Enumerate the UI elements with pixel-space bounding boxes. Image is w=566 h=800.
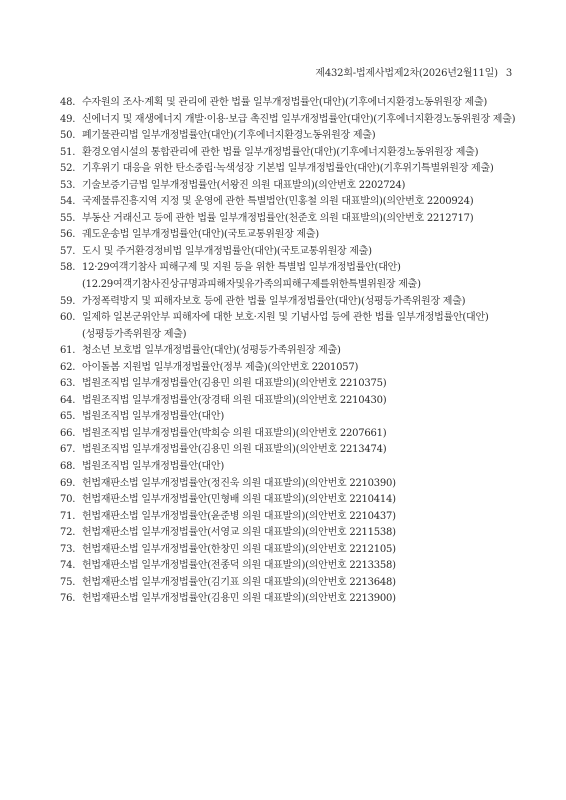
item-number: 53. [60,179,76,191]
item-number: 76. [60,593,76,605]
item-number: 67. [60,444,76,456]
item-number: 48. [60,97,76,108]
item-text: 아이돌봄 지원법 일부개정법률안(정부 제출)(의안번호 2201057) [82,361,359,373]
list-item [60,492,520,509]
list-item [60,211,520,228]
list-item [60,459,520,476]
item-number: 51. [60,146,76,158]
list-item [60,194,520,211]
item-number: 74. [60,560,76,572]
item-text: 법원조직법 일부개정법률안(김용민 의원 대표발의)(의안번호 2210375) [82,378,387,390]
item-text: 수자원의 조사·계획 및 관리에 관한 법률 일부개정법률안(대안)(기후에너지환경노동위원장 제출) [82,97,488,108]
header-title: 제432회-법제사법제2차(2026년2월11일) [315,68,498,79]
item-text: 일제하 일본군위안부 피해자에 대한 보호·지원 및 기념사업 등에 관한 법률 일부개정법률안(대안)(성평등가족위원장 제출) [82,312,489,340]
item-number: 71. [60,510,76,522]
item-number: 75. [60,576,76,588]
list-item [60,376,520,393]
item-number: 63. [60,378,76,390]
item-text: 부동산 거래신고 등에 관한 법률 일부개정법률안(천준호 의원 대표발의)(의안번호 2212717) [82,212,474,224]
item-text: 신에너지 및 재생에너지 개발·이용·보급 촉진법 일부개정법률안(대안)(기후에너지환경노동위원장 제출) [82,113,516,125]
list-item [60,542,520,559]
list-item [60,558,520,575]
list-item [60,95,520,112]
item-number: 56. [60,229,76,241]
list-item [60,310,520,343]
item-text: 헌법재판소법 일부개정법률안(한창민 의원 대표발의)(의안번호 2212105) [82,543,396,555]
list-item [60,509,520,526]
item-number: 64. [60,394,76,406]
item-number: 59. [60,295,76,307]
item-text: 법원조직법 일부개정법률안(김용민 의원 대표발의)(의안번호 2213474) [82,444,387,456]
item-text: 환경오염시설의 통합관리에 관한 법률 일부개정법률안(대안)(기후에너지환경노동위원장 제출) [82,146,479,158]
item-number: 50. [60,130,76,142]
page-header [315,64,512,79]
item-number: 68. [60,461,76,473]
item-number: 55. [60,212,76,224]
item-number: 66. [60,427,76,439]
item-number: 70. [60,494,76,506]
item-text: 헌법재판소법 일부개정법률안(김용민 의원 대표발의)(의안번호 2213900) [82,593,396,605]
list-item [60,409,520,426]
list-item [60,145,520,162]
item-number: 58. [60,262,76,274]
list-item [60,294,520,311]
item-text: 기술보증기금법 일부개정법률안(서왕진 의원 대표발의)(의안번호 2202724) [82,179,406,191]
list-item [60,591,520,608]
list-item [60,178,520,195]
item-number: 52. [60,163,76,175]
item-text: 헌법재판소법 일부개정법률안(정진욱 의원 대표발의)(의안번호 2210390) [82,477,396,489]
item-number: 60. [60,312,76,324]
item-text: 도시 및 주거환경정비법 일부개정법률안(대안)(국토교통위원장 제출) [82,245,372,257]
item-text: 헌법재판소법 일부개정법률안(윤준병 의원 대표발의)(의안번호 2210437) [82,510,396,522]
item-number: 69. [60,477,76,489]
item-text: 법원조직법 일부개정법률안(박희승 의원 대표발의)(의안번호 2207661) [82,427,387,439]
item-text: 궤도운송법 일부개정법률안(대안)(국토교통위원장 제출) [82,229,319,241]
list-item [60,476,520,493]
item-text: 헌법재판소법 일부개정법률안(전종덕 의원 대표발의)(의안번호 2213358) [82,560,396,572]
list-item [60,260,520,293]
item-text: 법원조직법 일부개정법률안(대안) [82,461,224,473]
agenda-list [60,95,520,608]
item-number: 57. [60,245,76,257]
item-number: 72. [60,527,76,539]
item-text: 헌법재판소법 일부개정법률안(김기표 의원 대표발의)(의안번호 2213648) [82,576,396,588]
item-text: 가정폭력방지 및 피해자보호 등에 관한 법률 일부개정법률안(대안)(성평등가족위원장 제출) [82,295,466,307]
item-text: 국제물류진흥지역 지정 및 운영에 관한 특별법안(민홍철 의원 대표발의)(의안번호 2200924) [82,196,474,208]
item-text: 청소년 보호법 일부개정법률안(대안)(성평등가족위원장 제출) [82,345,341,357]
list-item [60,426,520,443]
item-number: 54. [60,196,76,208]
list-item [60,575,520,592]
item-text: 헌법재판소법 일부개정법률안(민형배 의원 대표발의)(의안번호 2210414) [82,494,396,506]
item-text: 12·29여객기참사 피해구제 및 지원 등을 위한 특별법 일부개정법률안(대안)(12.29여객기참사진상규명과피해자및유가족의피해구제를위한특별위원장 제출) [82,262,421,291]
list-item [60,360,520,377]
list-item [60,227,520,244]
item-text: 헌법재판소법 일부개정법률안(서영교 의원 대표발의)(의안번호 2211538) [82,527,396,539]
list-item [60,343,520,360]
item-number: 65. [60,411,76,423]
list-item [60,393,520,410]
item-text: 법원조직법 일부개정법률안(장경태 의원 대표발의)(의안번호 2210430) [82,394,387,406]
item-text: 법원조직법 일부개정법률안(대안) [82,411,224,423]
list-item [60,112,520,129]
item-number: 49. [60,113,76,125]
list-item [60,128,520,145]
list-item [60,161,520,178]
item-number: 62. [60,361,76,373]
item-text: 폐기물관리법 일부개정법률안(대안)(기후에너지환경노동위원장 제출) [82,130,376,142]
list-item [60,442,520,459]
page-number: 3 [505,68,512,79]
item-number: 61. [60,345,76,357]
list-item [60,244,520,261]
item-number: 73. [60,543,76,555]
list-item [60,525,520,542]
item-text: 기후위기 대응을 위한 탄소중립·녹색성장 기본법 일부개정법률안(대안)(기후위기특별위원장 제출) [82,163,494,175]
